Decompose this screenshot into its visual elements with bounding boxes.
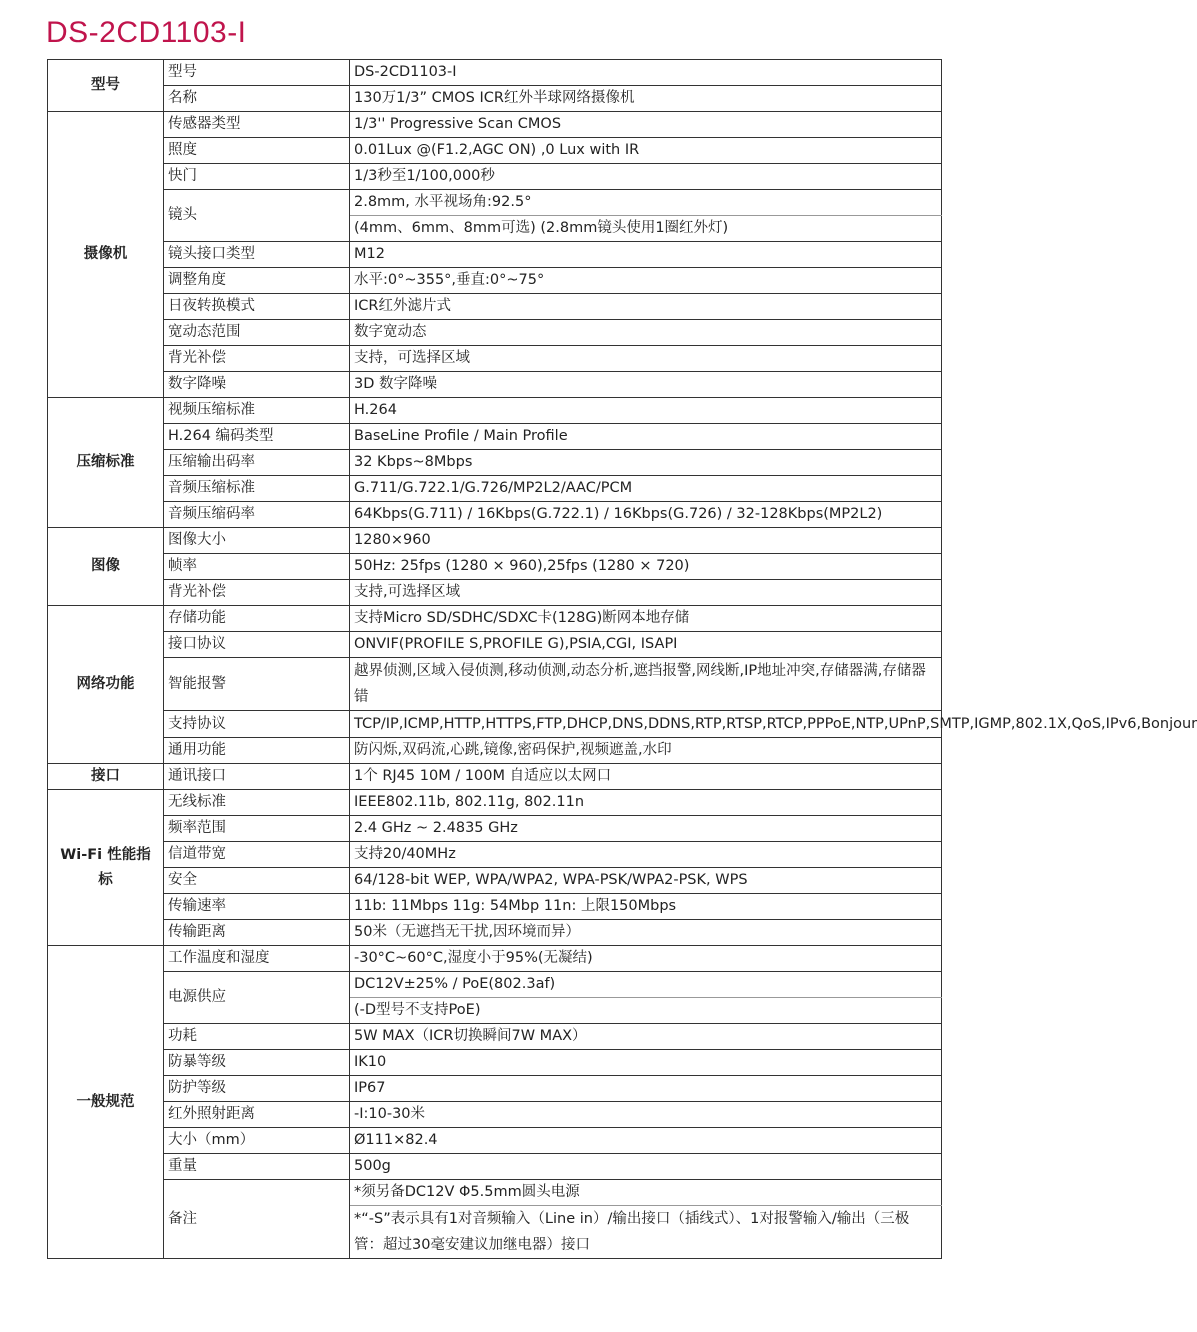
table-row <box>48 738 942 764</box>
spec-label: 无线标准 <box>164 790 350 816</box>
table-row <box>48 606 942 632</box>
table-row <box>48 1128 942 1154</box>
spec-value: 50Hz: 25fps (1280 × 960),25fps (1280 × 720) <box>350 554 942 580</box>
spec-label: 帧率 <box>164 554 350 580</box>
table-row <box>48 1024 942 1050</box>
spec-label: 通讯接口 <box>164 764 350 790</box>
spec-value: 数字宽动态 <box>350 320 942 346</box>
spec-label: 接口协议 <box>164 632 350 658</box>
table-row <box>48 1102 942 1128</box>
table-row <box>48 164 942 190</box>
category-cell: 接口 <box>48 764 164 790</box>
spec-value: 水平:0°~355°,垂直:0°~75° <box>350 268 942 294</box>
spec-label: 防护等级 <box>164 1076 350 1102</box>
spec-value: DC12V±25% / PoE(802.3af) <box>350 972 942 998</box>
spec-value: 越界侦测,区域入侵侦测,移动侦测,动态分析,遮挡报警,网线断,IP地址冲突,存储器满,存储器错 <box>350 658 942 711</box>
spec-value: BaseLine Profile / Main Profile <box>350 424 942 450</box>
spec-label: 支持协议 <box>164 711 350 738</box>
category-cell: 图像 <box>48 528 164 606</box>
spec-label: 压缩输出码率 <box>164 450 350 476</box>
table-row <box>48 580 942 606</box>
spec-label: 传输距离 <box>164 920 350 946</box>
spec-value: *“-S”表示具有1对音频输入（Line in）/输出接口（插线式）、1对报警输入/输出（三极管：超过30毫安建议加继电器）接口 <box>350 1206 942 1259</box>
spec-label: 数字降噪 <box>164 372 350 398</box>
spec-label: 名称 <box>164 86 350 112</box>
category-cell: 压缩标准 <box>48 398 164 528</box>
spec-label: 音频压缩标准 <box>164 476 350 502</box>
spec-value: 支持，可选择区域 <box>350 346 942 372</box>
spec-label: 大小（mm） <box>164 1128 350 1154</box>
page-title: DS-2CD1103-I <box>46 16 247 49</box>
spec-label: 频率范围 <box>164 816 350 842</box>
spec-label: 工作温度和湿度 <box>164 946 350 972</box>
table-row <box>48 190 942 216</box>
table-row <box>48 268 942 294</box>
spec-label: 照度 <box>164 138 350 164</box>
spec-value: 50米（无遮挡无干扰,因环境而异） <box>350 920 942 946</box>
category-cell: 摄像机 <box>48 112 164 398</box>
spec-label: 电源供应 <box>164 972 350 1024</box>
spec-label: 信道带宽 <box>164 842 350 868</box>
spec-value: IEEE802.11b, 802.11g, 802.11n <box>350 790 942 816</box>
table-row <box>48 398 942 424</box>
table-row <box>48 790 942 816</box>
category-cell: 网络功能 <box>48 606 164 764</box>
spec-value: 130万1/3” CMOS ICR红外半球网络摄像机 <box>350 86 942 112</box>
table-row <box>48 1180 942 1206</box>
spec-label: 通用功能 <box>164 738 350 764</box>
spec-label: 背光补偿 <box>164 346 350 372</box>
spec-label: 视频压缩标准 <box>164 398 350 424</box>
spec-label: 传输速率 <box>164 894 350 920</box>
spec-label: 防暴等级 <box>164 1050 350 1076</box>
spec-value: H.264 <box>350 398 942 424</box>
spec-value: 1280×960 <box>350 528 942 554</box>
table-row <box>48 946 942 972</box>
spec-value: 1/3秒至1/100,000秒 <box>350 164 942 190</box>
spec-value: 500g <box>350 1154 942 1180</box>
category-cell: 一般规范 <box>48 946 164 1259</box>
spec-value: (4mm、6mm、8mm可选) (2.8mm镜头使用1圈红外灯) <box>350 216 942 242</box>
spec-value: 防闪烁,双码流,心跳,镜像,密码保护,视频遮盖,水印 <box>350 738 942 764</box>
spec-label: 镜头 <box>164 190 350 242</box>
table-row <box>48 320 942 346</box>
table-row <box>48 138 942 164</box>
table-row <box>48 424 942 450</box>
table-row <box>48 294 942 320</box>
spec-value: 64Kbps(G.711) / 16Kbps(G.722.1) / 16Kbps(G.726) / 32-128Kbps(MP2L2) <box>350 502 942 528</box>
spec-value: -30°C~60°C,湿度小于95%(无凝结) <box>350 946 942 972</box>
spec-value: DS-2CD1103-I <box>350 60 942 86</box>
spec-value: -I:10-30米 <box>350 1102 942 1128</box>
table-row <box>48 476 942 502</box>
spec-value: 支持Micro SD/SDHC/SDXC卡(128G)断网本地存储 <box>350 606 942 632</box>
spec-label: 镜头接口类型 <box>164 242 350 268</box>
spec-value: M12 <box>350 242 942 268</box>
spec-value: ICR红外滤片式 <box>350 294 942 320</box>
spec-value: 支持,可选择区域 <box>350 580 942 606</box>
spec-label: 重量 <box>164 1154 350 1180</box>
spec-value: 64/128-bit WEP, WPA/WPA2, WPA-PSK/WPA2-PSK, WPS <box>350 868 942 894</box>
table-row <box>48 372 942 398</box>
spec-value: 1/3'' Progressive Scan CMOS <box>350 112 942 138</box>
spec-label: 背光补偿 <box>164 580 350 606</box>
table-row <box>48 450 942 476</box>
table-row <box>48 842 942 868</box>
spec-label: 快门 <box>164 164 350 190</box>
table-row <box>48 554 942 580</box>
spec-value: IK10 <box>350 1050 942 1076</box>
table-row <box>48 894 942 920</box>
spec-value: Ø111×82.4 <box>350 1128 942 1154</box>
table-row <box>48 868 942 894</box>
table-row <box>48 1076 942 1102</box>
spec-value: 1个 RJ45 10M / 100M 自适应以太网口 <box>350 764 942 790</box>
spec-value: 32 Kbps~8Mbps <box>350 450 942 476</box>
spec-label: 日夜转换模式 <box>164 294 350 320</box>
spec-label: 存储功能 <box>164 606 350 632</box>
table-row <box>48 1154 942 1180</box>
spec-label: 型号 <box>164 60 350 86</box>
table-row <box>48 632 942 658</box>
category-cell: 型号 <box>48 60 164 112</box>
spec-value: 5W MAX（ICR切换瞬间7W MAX） <box>350 1024 942 1050</box>
table-row <box>48 816 942 842</box>
spec-value: TCP/IP,ICMP,HTTP,HTTPS,FTP,DHCP,DNS,DDNS,RTP,RTSP,RTCP,PPPoE,NTP,UPnP,SMTP,IGMP,802.1X,QoS,IPv6,Bonjour <box>350 711 942 738</box>
table-row <box>48 711 942 738</box>
spec-label: 智能报警 <box>164 658 350 711</box>
category-cell: Wi-Fi 性能指标 <box>48 790 164 946</box>
table-row <box>48 86 942 112</box>
spec-value: 3D 数字降噪 <box>350 372 942 398</box>
table-row <box>48 1050 942 1076</box>
spec-label: 调整角度 <box>164 268 350 294</box>
spec-value: 支持20/40MHz <box>350 842 942 868</box>
table-row <box>48 346 942 372</box>
table-row <box>48 764 942 790</box>
spec-label: H.264 编码类型 <box>164 424 350 450</box>
spec-label: 功耗 <box>164 1024 350 1050</box>
table-row <box>48 528 942 554</box>
table-row <box>48 658 942 711</box>
table-row <box>48 920 942 946</box>
spec-value: *须另备DC12V Φ5.5mm圆头电源 <box>350 1180 942 1206</box>
spec-label: 安全 <box>164 868 350 894</box>
spec-label: 音频压缩码率 <box>164 502 350 528</box>
spec-value: G.711/G.722.1/G.726/MP2L2/AAC/PCM <box>350 476 942 502</box>
spec-value: (-D型号不支持PoE) <box>350 998 942 1024</box>
table-row <box>48 112 942 138</box>
table-row <box>48 242 942 268</box>
spec-label: 图像大小 <box>164 528 350 554</box>
table-row <box>48 60 942 86</box>
spec-label: 传感器类型 <box>164 112 350 138</box>
spec-table <box>47 59 1197 1259</box>
table-row <box>48 972 942 998</box>
spec-label: 备注 <box>164 1180 350 1259</box>
spec-value: 2.8mm, 水平视场角:92.5° <box>350 190 942 216</box>
spec-value: ONVIF(PROFILE S,PROFILE G),PSIA,CGI, ISAPI <box>350 632 942 658</box>
spec-value: IP67 <box>350 1076 942 1102</box>
spec-label: 宽动态范围 <box>164 320 350 346</box>
table-row <box>48 502 942 528</box>
spec-value: 2.4 GHz ~ 2.4835 GHz <box>350 816 942 842</box>
spec-value: 11b: 11Mbps 11g: 54Mbp 11n: 上限150Mbps <box>350 894 942 920</box>
spec-label: 红外照射距离 <box>164 1102 350 1128</box>
spec-value: 0.01Lux @(F1.2,AGC ON) ,0 Lux with IR <box>350 138 942 164</box>
